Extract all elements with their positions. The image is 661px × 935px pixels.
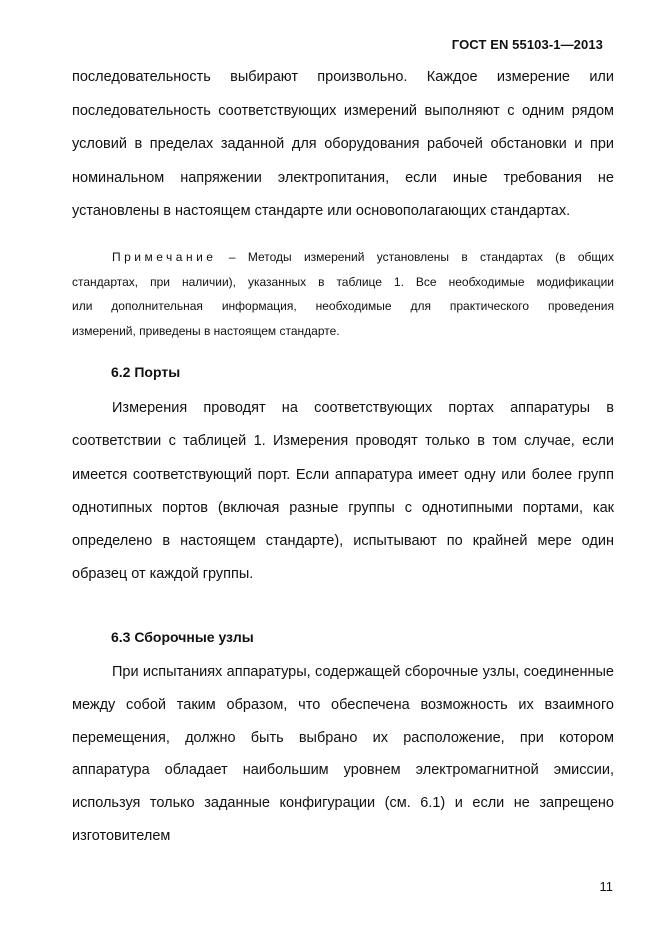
text-line: между собой таким образом, что обеспечена возможность их взаимного — [72, 696, 614, 713]
note-first-line — [72, 249, 614, 274]
text-line: Измерения проводят на соответствующих портах аппаратуры в — [112, 400, 614, 416]
paragraph-measurement-sequence — [72, 66, 614, 234]
note-line: измерений, приведены в настоящем стандарте. — [72, 323, 340, 338]
section-heading-ports: 6.2 Порты — [111, 364, 181, 380]
text-line: перемещения, должно быть выбрано их расположение, при котором — [72, 729, 614, 746]
text-line: При испытаниях аппаратуры, содержащей сборочные узлы, соединенные — [112, 664, 614, 680]
note-line: или дополнительная информация, необходимые для практического проведения — [72, 299, 614, 313]
text-line: изготовителем — [72, 827, 171, 844]
text-line: определено в настоящем стандарте), испытывают по крайней мере один — [72, 533, 614, 550]
text-line: соответствии с таблицей 1. Измерения проводят только в том случае, если — [72, 433, 614, 450]
paragraph-assemblies — [72, 661, 614, 858]
note-label: Примечание — [112, 250, 217, 264]
text-line: аппаратура обладает наибольшим уровнем электромагнитной эмиссии, — [72, 762, 614, 779]
text-line: последовательность соответствующих измерений выполняют с одним рядом — [72, 102, 614, 119]
paragraph-ports — [72, 397, 614, 597]
text-line: последовательность выбирают произвольно. Каждое измерение или — [72, 69, 614, 85]
text-line: имеется соответствующий порт. Если аппаратура имеет одну или более групп — [72, 466, 614, 483]
text-line: номинальном напряжении электропитания, если иные требования не — [72, 169, 614, 186]
text-line: используя только заданные конфигурации (см. 6.1) и если не запрещено — [72, 795, 614, 812]
note-block — [72, 249, 614, 347]
page-number: 11 — [599, 879, 613, 894]
text-line: однотипных портов (включая разные группы с однотипными портами, как — [72, 499, 614, 516]
document-code-header: ГОСТ EN 55103-1—2013 — [451, 37, 603, 52]
text-line: условий в пределах заданной для оборудования рабочей обстановки и при — [72, 136, 614, 152]
note-line: стандартах, при наличии), указанных в таблице 1. Все необходимые модификации — [72, 274, 614, 289]
section-heading-assemblies: 6.3 Сборочные узлы — [111, 629, 254, 645]
text-line: установлены в настоящем стандарте или основополагающих стандартах. — [72, 203, 571, 219]
text-line: образец от каждой группы. — [72, 566, 254, 583]
note-text: – Методы измерений установлены в стандартах (в общих — [228, 250, 614, 264]
